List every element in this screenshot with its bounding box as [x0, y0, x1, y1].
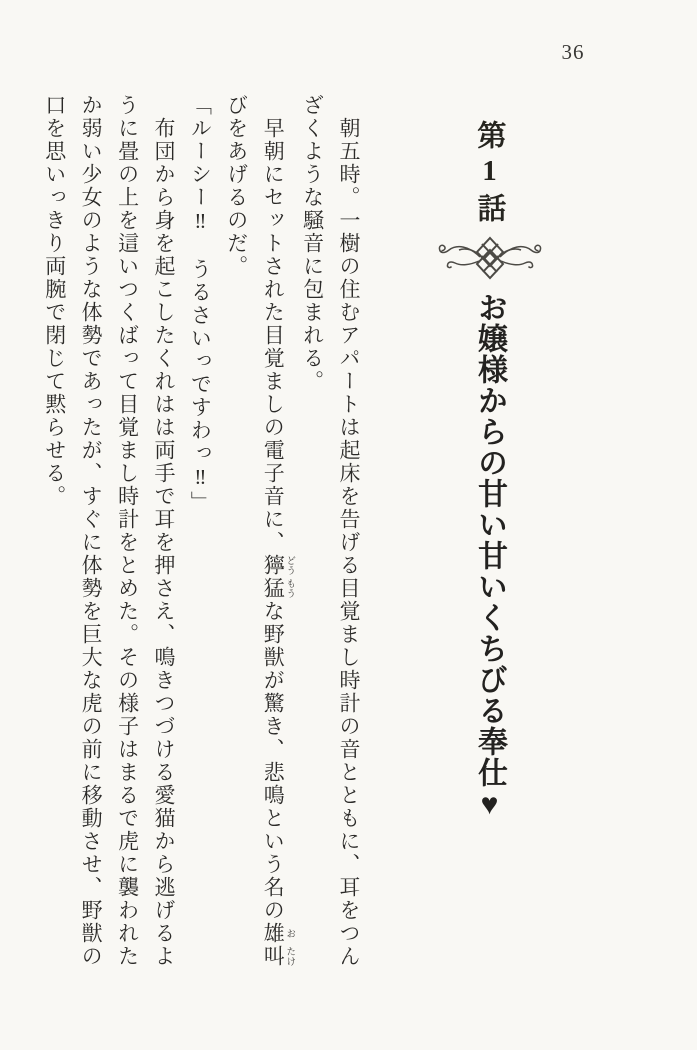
- text-column: 布団から身を起こしたくれはは両手で耳を押さえ、鳴きつづける愛猫から逃げるよ: [151, 94, 176, 968]
- chapter-title: [474, 292, 506, 822]
- chapter-title-block: [433, 120, 547, 822]
- text-column: びをあげるのだ。: [224, 94, 249, 278]
- text-column: 早朝にセットされた目覚ましの電子音に、獰 どう猛 もうな野獣が驚き、悲鳴という名の雄 お叫 たけ: [261, 94, 295, 968]
- furigana-term: 猛 もう: [261, 577, 295, 600]
- text-column: 口を思いっきり両腕で閉じて黙らせる。: [42, 94, 67, 508]
- chapter-number-label: 第1話: [473, 120, 506, 228]
- text-column: うに畳の上を這いつくばって目覚まし時計をとめた。その様子はまるで虎に襲われた: [115, 94, 140, 968]
- furigana-term: 雄 お: [261, 922, 295, 945]
- chapter-title-text: お嬢様からの甘い甘いくちびる奉仕: [473, 292, 506, 788]
- heart-icon: ♥: [473, 788, 506, 822]
- body-text: [39, 94, 367, 1042]
- furigana-term: 叫 たけ: [261, 945, 295, 968]
- furigana-term: 獰 どう: [261, 554, 295, 577]
- text-column: か弱い少女のような体勢であったが、すぐに体勢を巨大な虎の前に移動させ、野獣の: [79, 94, 104, 968]
- text-column: 「ルーシー‼ うるさいっですわっ‼」: [188, 94, 213, 514]
- text-column: ざくような騒音に包まれる。: [300, 94, 325, 393]
- flourish-divider-icon: [438, 235, 542, 281]
- page-number: 36: [561, 40, 585, 64]
- text-column: 朝五時。一樹の住むアパートは起床を告げる目覚まし時計の音とともに、耳をつん: [337, 94, 361, 968]
